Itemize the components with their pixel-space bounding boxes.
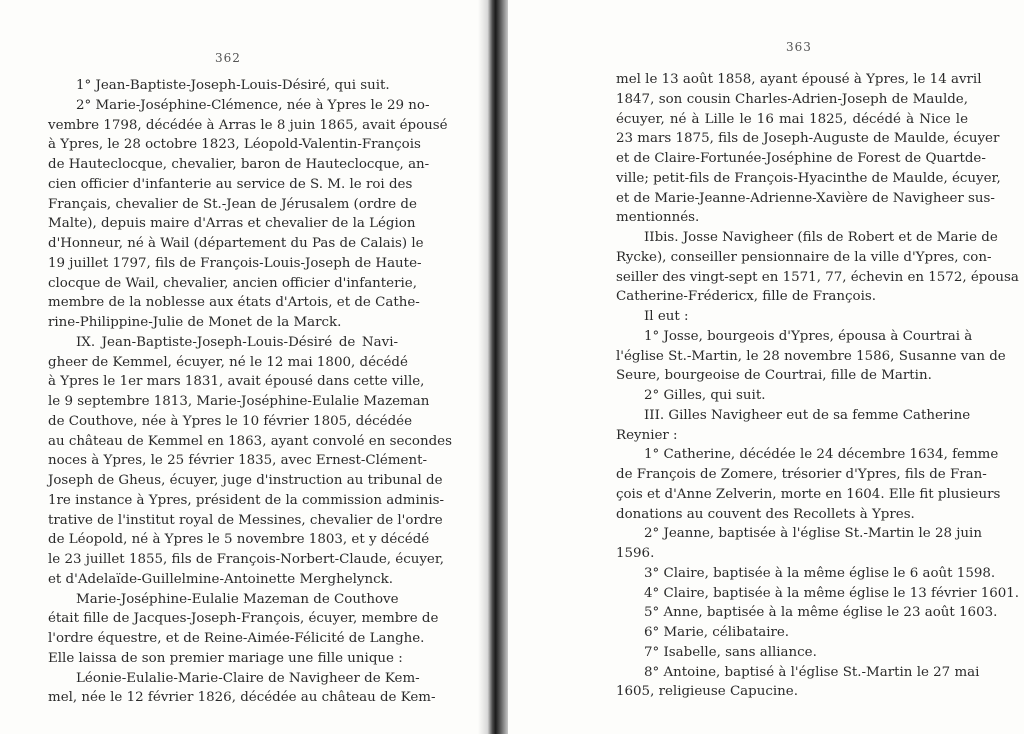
text-line: 19 juillet 1797, fils de François-Louis-Joseph de Haute- [48, 255, 422, 271]
text-line: et de Marie-Jeanne-Adrienne-Xavière de Navigheer sus- [616, 190, 995, 206]
text-line: 5° Anne, baptisée à la même église le 23 août 1603. [644, 605, 998, 621]
text-line: clocque de Wail, chevalier, ancien officier d'infanterie, [48, 275, 417, 291]
text-line: donations au couvent des Recollets à Ypres. [616, 506, 915, 522]
text-line: était fille de Jacques-Joseph-François, écuyer, membre de [48, 611, 439, 627]
text-line: Joseph de Gheus, écuyer, juge d'instruction au tribunal de [48, 473, 443, 488]
text-line: Léonie-Eulalie-Marie-Claire de Navigheer de Kem- [76, 670, 420, 686]
left-page [0, 0, 480, 734]
text-line: vembre 1798, décédée à Arras le 8 juin 1865, avait épousé [48, 117, 448, 133]
text-line: 1596. [616, 546, 655, 561]
text-line: l'ordre équestre, et de Reine-Aimée-Félicité de Langhe. [48, 631, 425, 646]
text-line: 3° Claire, baptisée à la même église le 6 août 1598. [644, 565, 996, 581]
text-line: 1re instance à Ypres, président de la commission adminis- [48, 492, 445, 508]
text-line: 7° Isabelle, sans alliance. [644, 644, 817, 660]
book-gutter [478, 0, 510, 734]
text-line: 1847, son cousin Charles-Adrien-Joseph de Maulde, [616, 91, 968, 107]
text-line: de Léopold, né à Ypres le 5 novembre 1803, et y décédé [48, 532, 430, 548]
left-page-text [48, 76, 452, 708]
text-line: l'église St.-Martin, le 28 novembre 1586, Susanne van de [616, 348, 1006, 364]
right-page-text [616, 70, 1020, 702]
text-line: au château de Kemmel en 1863, ayant convolé en secondes [48, 433, 452, 449]
text-line: Malte), depuis maire d'Arras et chevalier de la Légion [48, 216, 416, 232]
text-line: çois et d'Anne Zelverin, morte en 1604. Elle fit plusieurs [616, 486, 1001, 502]
text-line: 1° Catherine, décédée le 24 décembre 1634, femme [644, 447, 999, 463]
text-line: 1605, religieuse Capucine. [616, 684, 798, 700]
text-line: IX. Jean-Baptiste-Joseph-Louis-Désiré de Navi- [76, 334, 398, 350]
text-line: Il eut : [644, 309, 689, 324]
text-line: ville; petit-fils de François-Hyacinthe de Maulde, écuyer, [616, 170, 1001, 186]
text-line: Catherine-Frédericx, fille de François. [616, 289, 876, 305]
text-line: Seure, bourgeoise de Courtrai, fille de Martin. [616, 368, 932, 384]
text-line: mel le 13 août 1858, ayant épousé à Ypres, le 14 avril [616, 72, 982, 87]
text-line: écuyer, né à Lille le 16 mai 1825, décédé à Nice le [616, 111, 968, 127]
text-line: rine-Philippine-Julie de Monet de la Marck. [48, 315, 342, 330]
text-line: à Ypres, le 28 octobre 1823, Léopold-Valentin-François [48, 137, 421, 153]
text-line: Rycke), conseiller pensionnaire de la ville d'Ypres, con- [616, 249, 992, 265]
text-line: 2° Marie-Joséphine-Clémence, née à Ypres le 29 no- [76, 97, 430, 113]
text-line: noces à Ypres, le 25 février 1835, avec Ernest-Clément- [48, 453, 427, 469]
text-line: cien officier d'infanterie au service de S. M. le roi des [48, 176, 413, 192]
text-line: Marie-Joséphine-Eulalie Mazeman de Couthove [76, 591, 399, 607]
text-line: III. Gilles Navigheer eut de sa femme Catherine [644, 407, 971, 423]
text-line: gheer de Kemmel, écuyer, né le 12 mai 1800, décédé [48, 354, 408, 370]
text-line: 1° Josse, bourgeois d'Ypres, épousa à Courtrai à [644, 328, 973, 344]
text-line: 6° Marie, célibataire. [644, 625, 790, 640]
text-line: mel, née le 12 février 1826, décédée au château de Kem- [48, 690, 436, 706]
text-line: de Couthove, née à Ypres le 10 février 1805, décédée [48, 413, 412, 429]
text-line: 4° Claire, baptisée à la même église le 13 février 1601. [644, 585, 1020, 601]
text-line: et d'Adelaïde-Guillelmine-Antoinette Merghelynck. [48, 571, 393, 587]
text-line: IIbis. Josse Navigheer (fils de Robert et de Marie de [644, 230, 998, 245]
text-line: le 23 juillet 1855, fils de François-Norbert-Claude, écuyer, [48, 552, 445, 567]
text-line: de Hauteclocque, chevalier, baron de Hauteclocque, an- [48, 157, 430, 172]
text-line: membre de la noblesse aux états d'Artois, et de Cathe- [48, 295, 420, 311]
text-line: à Ypres le 1er mars 1831, avait épousé dans cette ville, [48, 374, 425, 390]
text-line: mentionnés. [616, 210, 700, 226]
text-line: Reynier : [616, 427, 678, 443]
text-line: le 9 septembre 1813, Marie-Joséphine-Eulalie Mazeman [48, 394, 430, 409]
page-number: 362 [215, 51, 241, 65]
text-line: Elle laissa de son premier mariage une fille unique : [48, 650, 403, 666]
text-line: 8° Antoine, baptisé à l'église St.-Martin le 27 mai [644, 664, 980, 680]
text-line: d'Honneur, né à Wail (département du Pas de Calais) le [48, 236, 424, 251]
text-line: Français, chevalier de St.-Jean de Jérusalem (ordre de [48, 196, 417, 212]
text-line: 1° Jean-Baptiste-Joseph-Louis-Désiré, qui suit. [76, 78, 390, 93]
text-line: et de Claire-Fortunée-Joséphine de Forest de Quartde- [616, 151, 986, 166]
text-line: trative de l'institut royal de Messines, chevalier de l'ordre [48, 512, 443, 528]
text-line: de François de Zomere, trésorier d'Ypres, fils de Fran- [616, 467, 987, 482]
right-page [508, 0, 1024, 734]
text-line: 2° Gilles, qui suit. [644, 388, 766, 403]
text-line: seiller des vingt-sept en 1571, 77, échevin en 1572, épousa [616, 269, 1019, 285]
text-line: 2° Jeanne, baptisée à l'église St.-Martin le 28 juin [644, 526, 982, 542]
text-line: 23 mars 1875, fils de Joseph-Auguste de Maulde, écuyer [616, 131, 1000, 147]
page-number: 363 [786, 40, 812, 54]
